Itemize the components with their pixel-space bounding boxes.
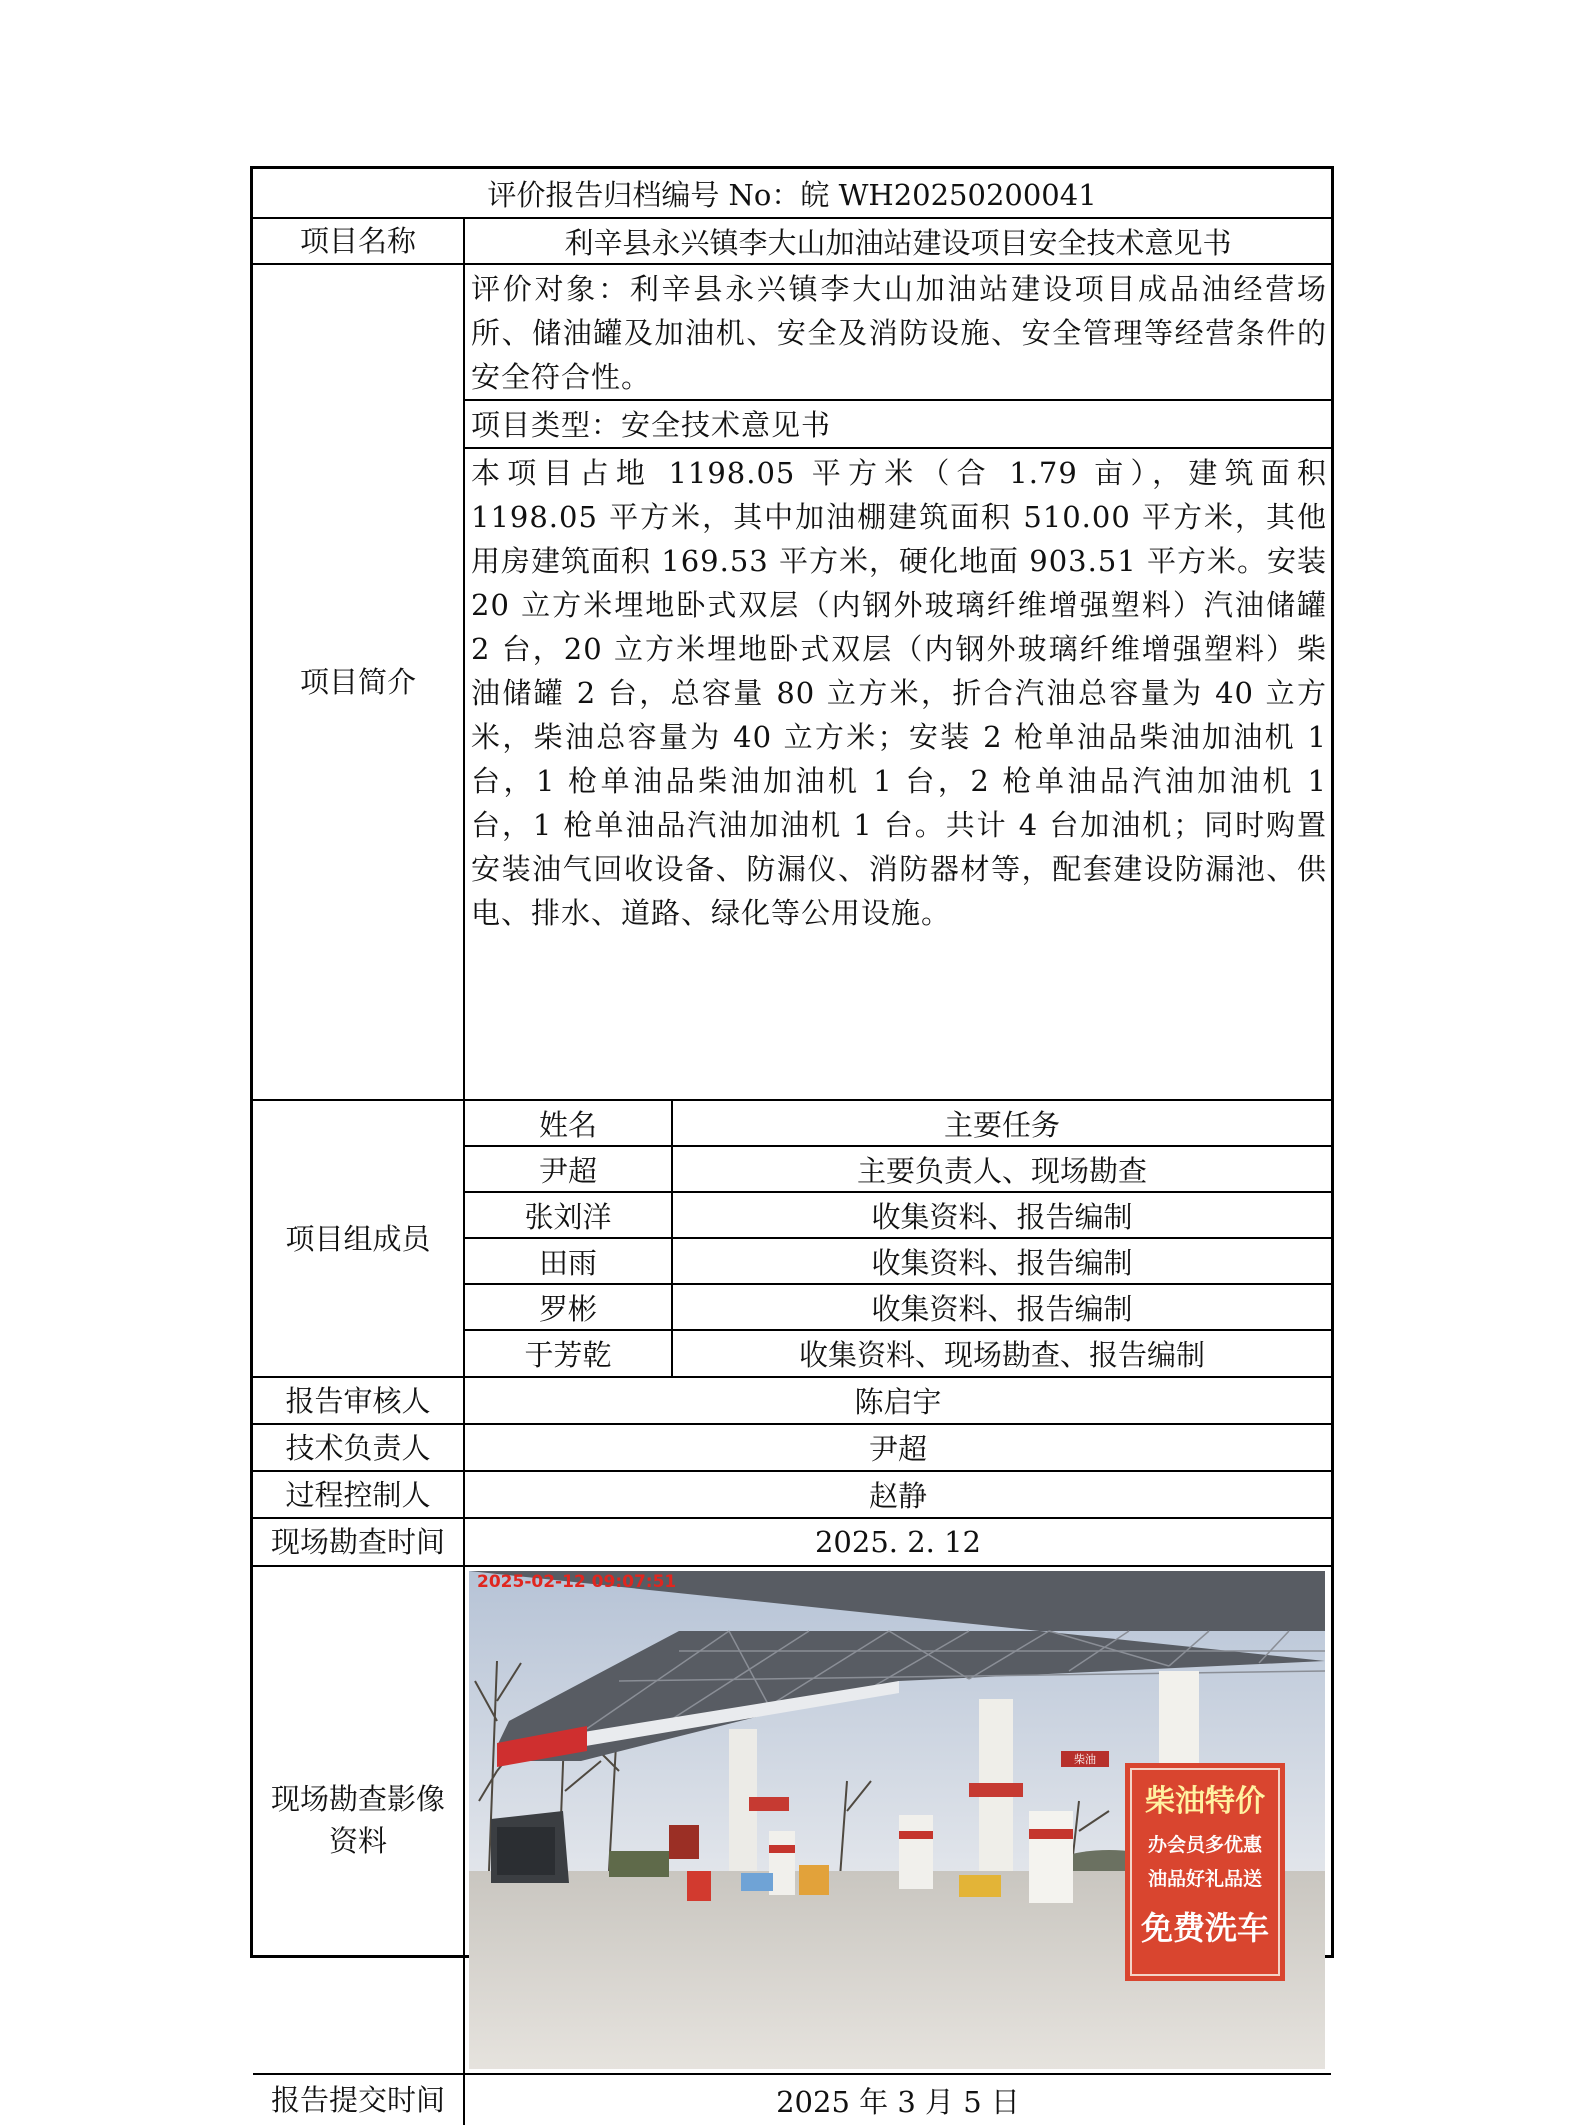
process-controller-row [253, 1472, 1331, 1519]
banner-line-1: 柴油特价 [1145, 1784, 1265, 1819]
gas-station-photo [469, 1571, 1325, 2069]
photo-timestamp: 2025-02-12 09:07:51 [477, 1572, 677, 1592]
members-header [465, 1101, 1331, 1147]
member-row [465, 1331, 1331, 1376]
banner-line-2: 办会员多优惠 [1147, 1834, 1263, 1856]
submit-time-row [253, 2075, 1331, 2125]
member-name: 张刘洋 [465, 1193, 673, 1237]
tech-lead-row [253, 1425, 1331, 1472]
survey-photo-label: 现场勘查影像资料 [253, 1567, 465, 2073]
member-task: 收集资料、报告编制 [871, 1199, 1133, 1234]
members-label: 项目组成员 [253, 1101, 465, 1376]
archive-number: 评价报告归档编号 No：皖 WH20250200041 [487, 177, 1097, 212]
eval-object-text: 评价对象：利辛县永兴镇李大山加油站建设项目成品油经营场所、储油罐及加油机、安全及消防设施、安全管理等经营条件的安全符合性。 [471, 272, 1327, 394]
member-row [465, 1239, 1331, 1285]
reviewer-label: 报告审核人 [253, 1378, 465, 1423]
archive-row [253, 169, 1331, 219]
member-name: 田雨 [465, 1239, 673, 1283]
member-row [465, 1147, 1331, 1193]
project-intro-row [253, 265, 1331, 1101]
eval-object-cell [465, 265, 1331, 401]
members-header-name: 姓名 [465, 1101, 673, 1145]
reviewer-value: 陈启宇 [854, 1385, 942, 1419]
canopy-sign-text: 柴油 [1074, 1753, 1096, 1766]
process-controller-value: 赵静 [868, 1479, 927, 1513]
site-photo [469, 1571, 1327, 2069]
banner-line-4: 免费洗车 [1140, 1909, 1270, 1947]
project-name-value: 利辛县永兴镇李大山加油站建设项目安全技术意见书 [564, 225, 1232, 260]
member-row [465, 1193, 1331, 1239]
member-task: 收集资料、报告编制 [871, 1245, 1133, 1280]
description-cell [465, 449, 1331, 1099]
member-task: 收集资料、报告编制 [871, 1291, 1133, 1326]
project-intro-label: 项目简介 [253, 265, 465, 1099]
member-name: 罗彬 [465, 1285, 673, 1329]
tech-lead-value: 尹超 [868, 1432, 927, 1466]
member-row [465, 1285, 1331, 1331]
banner-line-3: 油品好礼品送 [1147, 1868, 1263, 1890]
report-info-table [250, 166, 1334, 2119]
submit-time-label: 报告提交时间 [253, 2075, 465, 2125]
survey-photo-row [253, 1567, 1331, 2075]
survey-time-value: 2025. 2. 12 [814, 1525, 982, 1559]
survey-time-label: 现场勘查时间 [253, 1519, 465, 1565]
project-type-text: 项目类型：安全技术意见书 [471, 408, 832, 442]
description-text: 本项目占地 1198.05 平方米（合 1.79 亩），建筑面积 1198.05 平方米，其中加油棚建筑面积 510.00 平方米，其他用房建筑面积 169.53 平方米，硬化地面 903.51 平方米。安装 20 立方米埋地卧式双层（内钢外玻璃纤维增强塑料）汽油储罐 2 台，20 立方米埋地卧式双层（内钢外玻璃纤维增强塑料）柴油储罐 2 台，总容量 80 立方米，折合汽油总容量为 40 立方米，柴油总容量为 40 立方米；安装 2 枪单油品柴油加油机 1 台，1 枪单油品柴油加油机 1 台，2 枪单油品汽油加油机 1 台，1 枪单油品汽油加油机 1 台。共计 4 台加油机；同时购置安装油气回收设备、防漏仪、消防器材等，配套建设防漏池、供电、排水、道路、绿化等公用设施。 [471, 456, 1327, 930]
submit-time-value: 2025 年 3 月 5 日 [776, 2084, 1020, 2119]
project-name-label: 项目名称 [253, 219, 465, 263]
project-name-row [253, 219, 1331, 265]
tech-lead-label: 技术负责人 [253, 1425, 465, 1470]
members-header-task: 主要任务 [943, 1107, 1060, 1142]
members-row [253, 1101, 1331, 1378]
member-task: 主要负责人、现场勘查 [856, 1153, 1147, 1188]
member-task: 收集资料、现场勘查、报告编制 [798, 1338, 1205, 1372]
project-type-cell [465, 401, 1331, 449]
survey-time-row [253, 1519, 1331, 1567]
member-name: 尹超 [465, 1147, 673, 1191]
reviewer-row [253, 1378, 1331, 1425]
process-controller-label: 过程控制人 [253, 1472, 465, 1517]
member-name: 于芳乾 [465, 1331, 673, 1376]
